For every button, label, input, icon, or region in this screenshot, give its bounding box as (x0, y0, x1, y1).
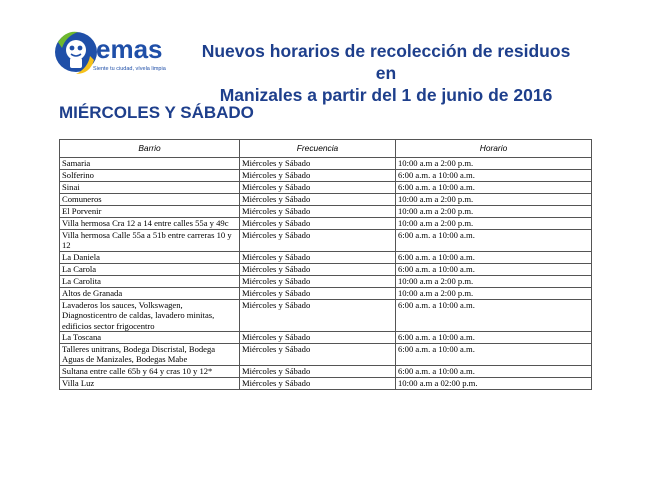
cell-barrio: Comuneros (60, 194, 240, 206)
table-row (60, 275, 592, 287)
cell-frecuencia: Miércoles y Sábado (240, 182, 396, 194)
cell-frecuencia: Miércoles y Sábado (240, 299, 396, 331)
cell-frecuencia: Miércoles y Sábado (240, 218, 396, 230)
emas-logo (52, 28, 174, 84)
header-barrio: Barrio (60, 140, 240, 158)
table-row (60, 251, 592, 263)
cell-horario: 6:00 a.m. a 10:00 a.m. (396, 344, 592, 366)
logo-brand: emas (96, 34, 163, 64)
table-row (60, 158, 592, 170)
cell-horario: 6:00 a.m. a 10:00 a.m. (396, 251, 592, 263)
table-row (60, 170, 592, 182)
table-row (60, 206, 592, 218)
logo-tagline: Siente tu ciudad, vívela limpia (93, 66, 166, 72)
cell-horario: 10:00 a.m a 2:00 p.m. (396, 206, 592, 218)
cell-frecuencia: Miércoles y Sábado (240, 206, 396, 218)
cell-frecuencia: Miércoles y Sábado (240, 287, 396, 299)
page-subtitle: MIÉRCOLES Y SÁBADO (59, 103, 254, 122)
table-row (60, 365, 592, 377)
cell-barrio: La Carolita (60, 275, 240, 287)
cell-barrio: Villa hermosa Cra 12 a 14 entre calles 55a y 49c (60, 218, 240, 230)
cell-barrio: Lavaderos los sauces, Volkswagen, Diagnosticentro de caldas, lavadero minitas, edificios sector frigocentro (60, 299, 240, 331)
schedule-table (59, 139, 592, 390)
cell-frecuencia: Miércoles y Sábado (240, 230, 396, 252)
title-line-1: Nuevos horarios de recolección de residuos en (201, 41, 571, 83)
cell-frecuencia: Miércoles y Sábado (240, 332, 396, 344)
table-row (60, 263, 592, 275)
cell-horario: 6:00 a.m. a 10:00 a.m. (396, 170, 592, 182)
cell-frecuencia: Miércoles y Sábado (240, 251, 396, 263)
cell-horario: 10:00 a.m a 02:00 p.m. (396, 377, 592, 389)
cell-barrio: La Daniela (60, 251, 240, 263)
table-row (60, 344, 592, 366)
cell-barrio: La Toscana (60, 332, 240, 344)
cell-horario: 6:00 a.m. a 10:00 a.m. (396, 182, 592, 194)
cell-frecuencia: Miércoles y Sábado (240, 158, 396, 170)
table-header-row (60, 140, 592, 158)
table-row (60, 299, 592, 331)
cell-horario: 6:00 a.m. a 10:00 a.m. (396, 230, 592, 252)
cell-barrio: Sultana entre calle 65b y 64 y cras 10 y 12* (60, 365, 240, 377)
cell-horario: 6:00 a.m. a 10:00 a.m. (396, 365, 592, 377)
cell-barrio: Samaria (60, 158, 240, 170)
cell-horario: 6:00 a.m. a 10:00 a.m. (396, 263, 592, 275)
cell-horario: 6:00 a.m. a 10:00 a.m. (396, 299, 592, 331)
cell-horario: 6:00 a.m. a 10:00 a.m. (396, 332, 592, 344)
cell-frecuencia: Miércoles y Sábado (240, 275, 396, 287)
table-row (60, 218, 592, 230)
cell-horario: 10:00 a.m a 2:00 p.m. (396, 218, 592, 230)
cell-frecuencia: Miércoles y Sábado (240, 194, 396, 206)
cell-frecuencia: Miércoles y Sábado (240, 170, 396, 182)
header-horario: Horario (396, 140, 592, 158)
cell-barrio: Villa Luz (60, 377, 240, 389)
table-row (60, 194, 592, 206)
cell-horario: 10:00 a.m a 2:00 p.m. (396, 275, 592, 287)
page-title (196, 40, 576, 106)
table-row (60, 287, 592, 299)
cell-barrio: Sinai (60, 182, 240, 194)
table-row (60, 377, 592, 389)
table-row (60, 230, 592, 252)
cell-frecuencia: Miércoles y Sábado (240, 263, 396, 275)
cell-frecuencia: Miércoles y Sábado (240, 365, 396, 377)
cell-barrio: Villa hermosa Calle 55a a 51b entre carreras 10 y 12 (60, 230, 240, 252)
table-row (60, 182, 592, 194)
cell-horario: 10:00 a.m a 2:00 p.m. (396, 194, 592, 206)
cell-frecuencia: Miércoles y Sábado (240, 377, 396, 389)
cell-horario: 10:00 a.m a 2:00 p.m. (396, 158, 592, 170)
mascot-icon (52, 28, 102, 80)
cell-frecuencia: Miércoles y Sábado (240, 344, 396, 366)
header-frecuencia: Frecuencia (240, 140, 396, 158)
table-row (60, 332, 592, 344)
title-line-2: Manizales a partir del 1 de junio de 2016 (219, 85, 553, 105)
cell-barrio: La Carola (60, 263, 240, 275)
cell-barrio: Altos de Granada (60, 287, 240, 299)
cell-barrio: El Porvenir (60, 206, 240, 218)
cell-barrio: Talleres unitrans, Bodega Discristal, Bodega Aguas de Manizales, Bodegas Mabe (60, 344, 240, 366)
cell-horario: 10:00 a.m a 2:00 p.m. (396, 287, 592, 299)
cell-barrio: Solferino (60, 170, 240, 182)
